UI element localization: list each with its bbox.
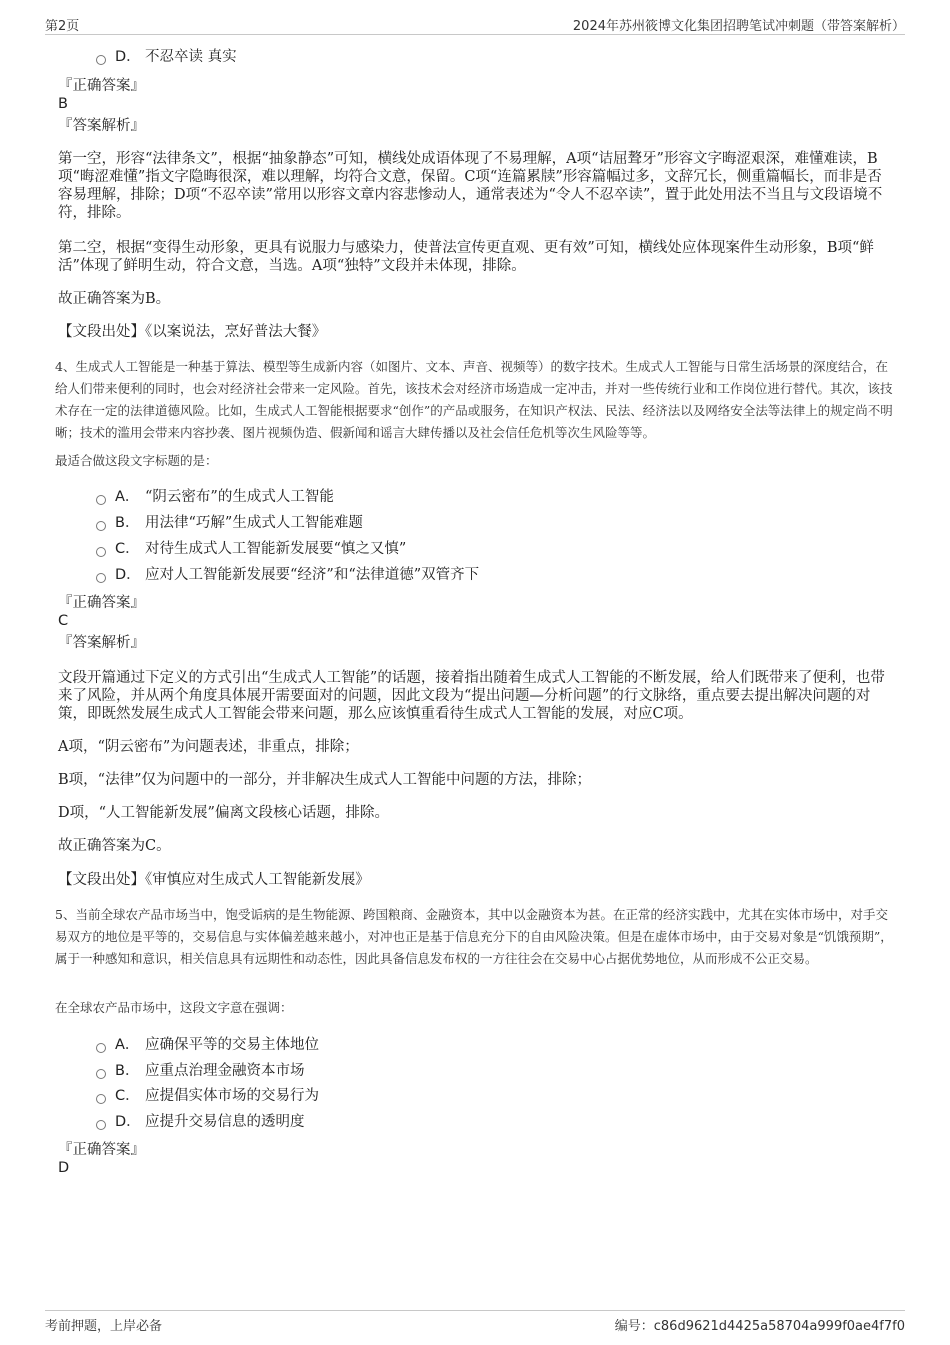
- q5-option-c[interactable]: [96, 1086, 319, 1106]
- q4-analysis-para-4: D项，“人工智能新发展”偏离文段核心话题，排除。: [58, 805, 389, 821]
- q4-analysis-para-1: 文段开篇通过下定义的方式引出“生成式人工智能”的话题，接着指出随着生成式人工智能的不断发展，给人们既带来了便利，也带来了风险，并从两个角度具体展开需要面对的问题，因此文段为“提出问题—分析问题”的行文脉络，重点要去提出解决问题的对策，即既然发展生成式人工智能会带来问题，那么应该慎重看待生成式人工智能的发展，对应C项。: [58, 670, 885, 722]
- q4-option-b[interactable]: [96, 513, 363, 533]
- q4-analysis-para-3: B项，“法律”仅为问题中的一部分，并非解决生成式人工智能中问题的方法，排除；: [58, 772, 591, 788]
- radio-icon[interactable]: [96, 547, 106, 557]
- footer-slogan: 考前押题，上岸必备: [45, 1319, 163, 1334]
- q3-analysis-conclusion: 故正确答案为B。: [58, 291, 171, 307]
- q3-source: 【文段出处】《以案说法，烹好普法大餐》: [58, 324, 327, 340]
- option-text: 应提升交易信息的透明度: [145, 1114, 305, 1130]
- page-header: [45, 14, 905, 35]
- radio-icon[interactable]: [96, 1094, 106, 1104]
- q3-analysis-para-2: 第二空，根据“变得生动形象，更具有说服力与感染力，使普法宣传更直观、更有效”可知，横线处应体现案件生动形象，B项“鲜活”体现了鲜明生动，符合文意，当选。A项“独特”文段并未体现，排除。: [58, 240, 874, 274]
- option-key: C．: [115, 1088, 140, 1104]
- radio-icon[interactable]: [96, 1120, 106, 1130]
- option-text: 应确保平等的交易主体地位: [145, 1037, 319, 1053]
- q5-stem: 5、当前全球农产品市场当中，饱受诟病的是生物能源、跨国粮商、金融资本，其中以金融资本为甚。在正常的经济实践中，尤其在实体市场中，对手交易双方的地位是平等的，交易信息与实体偏差越来越小，对冲也正是基于信息充分下的自由风险决策。但是在虚体市场中，由于交易对象是“饥饿预期”，属于一种感知和意识，相关信息具有远期性和动态性，因此具备信息发布权的一方往往会在交易中心占据优势地位，从而形成不公正交易。: [55, 907, 893, 966]
- radio-icon[interactable]: [96, 55, 106, 65]
- q3-analysis-para-1: 第一空，形容“法律条文”，根据“抽象静态”可知，横线处成语体现了不易理解，A项“诘屈聱牙”形容文字晦涩艰深，难懂难读，B项“晦涩难懂”指文字隐晦很深，难以理解，均符合文意，保留。C项“连篇累牍”形容篇幅过多，文辞冗长，侧重篇幅长，而非是否容易理解，排除；D项“不忍卒读”常用以形容文章内容悲惨动人，通常表述为“令人不忍卒读”，置于此处用法不当且与文段语境不符，排除。: [58, 151, 883, 221]
- option-text: 用法律“巧解”生成式人工智能难题: [145, 515, 363, 531]
- option-key: B．: [115, 515, 140, 531]
- option-text: “阴云密布”的生成式人工智能: [145, 489, 334, 505]
- q4-stem: 4、生成式人工智能是一种基于算法、模型等生成新内容（如图片、文本、声音、视频等）的数字技术。生成式人工智能与日常生活场景的深度结合，在给人们带来便利的同时，也会对经济社会带来一定风险。首先，该技术会对经济市场造成一定冲击，并对一些传统行业和工作岗位进行替代。其次，该技术存在一定的法律道德风险。比如，生成式人工智能根据要求“创作”的产品或服务，在知识产权法、民法、经济法以及网络安全法等法律上的规定尚不明晰；技术的滥用会带来内容抄袭、图片视频伪造、假新闻和谣言大肆传播以及社会信任危机等次生风险等等。: [55, 359, 893, 440]
- option-text: 应重点治理金融资本市场: [145, 1063, 305, 1079]
- radio-icon[interactable]: [96, 573, 106, 583]
- q3-correct-label: 『正确答案』: [58, 78, 145, 94]
- option-key: B．: [115, 1063, 140, 1079]
- option-text: 应提倡实体市场的交易行为: [145, 1088, 319, 1104]
- q4-option-a[interactable]: [96, 487, 334, 507]
- option-text: 对待生成式人工智能新发展要“慎之又慎”: [145, 541, 407, 557]
- option-key: C．: [115, 541, 140, 557]
- q3-option-d[interactable]: [96, 47, 237, 67]
- option-key: A．: [115, 1037, 140, 1053]
- q5-question: 在全球农产品市场中，这段文字意在强调：: [55, 1000, 293, 1015]
- document-title: 2024年苏州筱博文化集团招聘笔试冲刺题（带答案解析）: [572, 19, 905, 34]
- q3-answer: B: [58, 96, 68, 112]
- document-id: 编号：c86d9621d4425a58704a999f0ae4f7f0: [614, 1319, 905, 1334]
- q4-correct-label: 『正确答案』: [58, 595, 145, 611]
- option-key: D．: [115, 1114, 141, 1130]
- q4-question: 最适合做这段文字标题的是：: [55, 453, 218, 468]
- q4-option-d[interactable]: [96, 565, 479, 585]
- q4-source: 【文段出处】《审慎应对生成式人工智能新发展》: [58, 872, 370, 888]
- q5-option-d[interactable]: [96, 1112, 305, 1132]
- radio-icon[interactable]: [96, 495, 106, 505]
- q5-option-b[interactable]: [96, 1061, 305, 1081]
- radio-icon[interactable]: [96, 521, 106, 531]
- q4-analysis-conclusion: 故正确答案为C。: [58, 838, 171, 854]
- radio-icon[interactable]: [96, 1069, 106, 1079]
- q4-option-c[interactable]: [96, 539, 406, 559]
- option-key: D．: [115, 49, 141, 65]
- q5-correct-label: 『正确答案』: [58, 1142, 145, 1158]
- option-text: 不忍卒读 真实: [145, 49, 237, 65]
- q5-option-a[interactable]: [96, 1035, 319, 1055]
- option-text: 应对人工智能新发展要“经济”和“法律道德”双管齐下: [145, 567, 480, 583]
- option-key: D．: [115, 567, 141, 583]
- page-footer: [45, 1310, 905, 1333]
- q3-analysis-label: 『答案解析』: [58, 118, 145, 134]
- q5-answer: D: [58, 1160, 70, 1176]
- page-number: 第2页: [45, 19, 80, 34]
- q4-analysis-para-2: A项，“阴云密布”为问题表述，非重点，排除；: [58, 739, 359, 755]
- q4-analysis-label: 『答案解析』: [58, 635, 145, 651]
- q4-answer: C: [58, 613, 69, 629]
- option-key: A．: [115, 489, 140, 505]
- radio-icon[interactable]: [96, 1043, 106, 1053]
